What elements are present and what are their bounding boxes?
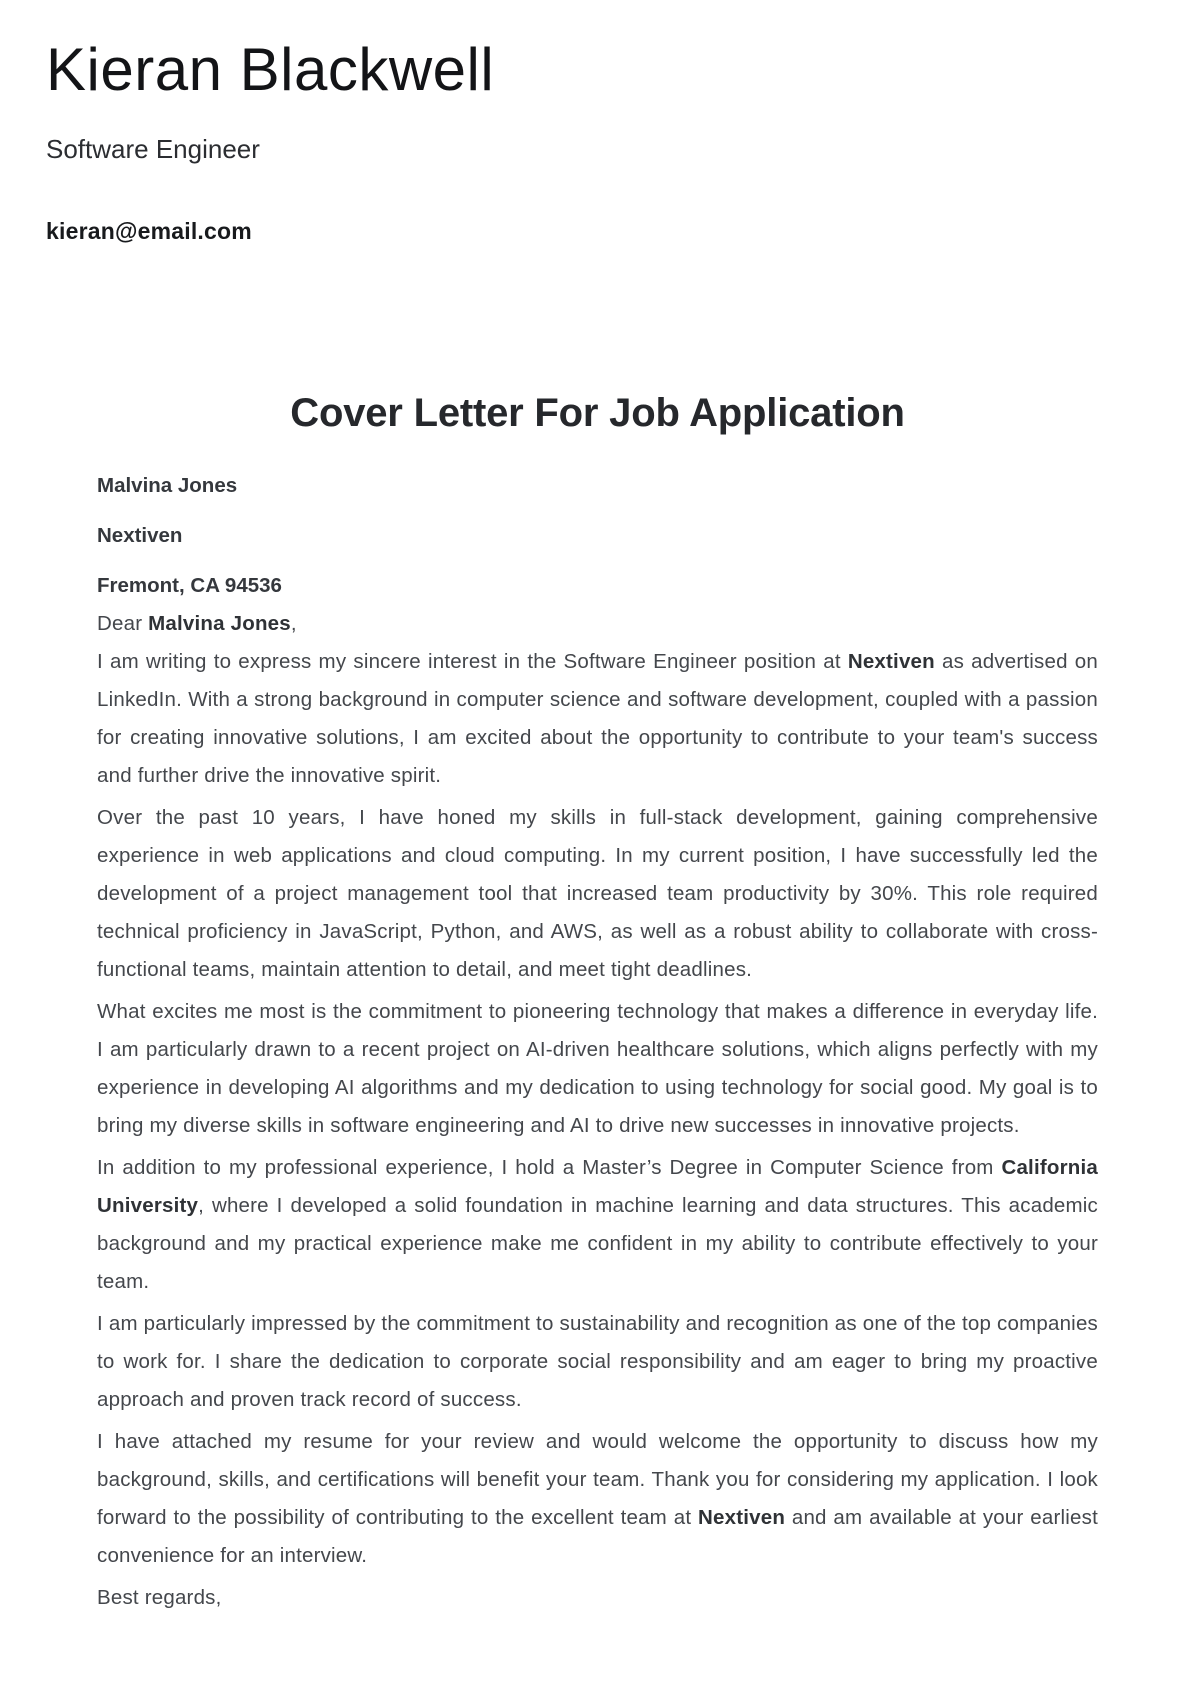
letter-body xyxy=(97,605,1098,1617)
body-paragraph-2: Over the past 10 years, I have honed my skills in full-stack development, gaining comprehensive experience in web applications and cloud computing. In my current position, I have successfully led the development of a project management tool that increased team productivity by 30%. This role required technical proficiency in JavaScript, Python, and AWS, as well as a robust ability to collaborate with cross-functional teams, maintain attention to detail, and meet tight deadlines. xyxy=(97,806,1098,981)
document-header xyxy=(0,0,1200,243)
body-paragraph-3: What excites me most is the commitment to pioneering technology that makes a difference in everyday life. I am particularly drawn to a recent project on AI-driven healthcare solutions, which aligns perfectly with my experience in developing AI algorithms and my dedication to using technology for social good. My goal is to bring my diverse skills in software engineering and AI to drive new successes in innovative projects. xyxy=(97,1000,1098,1137)
author-email: kieran@email.com xyxy=(46,218,252,244)
body-paragraph-5: I am particularly impressed by the commitment to sustainability and recognition as one of the top companies to work for. I share the dedication to corporate social responsibility and am eager to bring my proactive approach and proven track record of success. xyxy=(97,1312,1098,1411)
author-job-title: Software Engineer xyxy=(46,134,260,164)
recipient-name: Malvina Jones xyxy=(97,474,238,497)
body-paragraph-4: In addition to my professional experience, I hold a Master’s Degree in Computer Science from California University, where I developed a solid foundation in machine learning and data structures. This academic background and my practical experience make me confident in my ability to contribute effectively to your team. xyxy=(97,1156,1098,1293)
recipient-block xyxy=(97,467,1098,605)
author-name: Kieran Blackwell xyxy=(46,36,495,103)
letter-title: Cover Letter For Job Application xyxy=(290,391,905,435)
salutation-line: Dear Malvina Jones, xyxy=(97,612,297,635)
body-paragraph-1: I am writing to express my sincere interest in the Software Engineer position at Nextiven as advertised on LinkedIn. With a strong background in computer science and software development, coupled with a passion for creating innovative solutions, I am excited about the opportunity to contribute to your team's success and further drive the innovative spirit. xyxy=(97,650,1098,787)
letter-content xyxy=(97,391,1098,1617)
closing-line: Best regards, xyxy=(97,1586,222,1609)
body-paragraph-6: I have attached my resume for your review and would welcome the opportunity to discuss how my background, skills, and certifications will benefit your team. Thank you for considering my application. I look forward to the possibility of contributing to the excellent team at Nextiven and am available at your earliest convenience for an interview. xyxy=(97,1430,1098,1567)
recipient-company: Nextiven xyxy=(97,524,183,547)
recipient-location: Fremont, CA 94536 xyxy=(97,574,282,597)
